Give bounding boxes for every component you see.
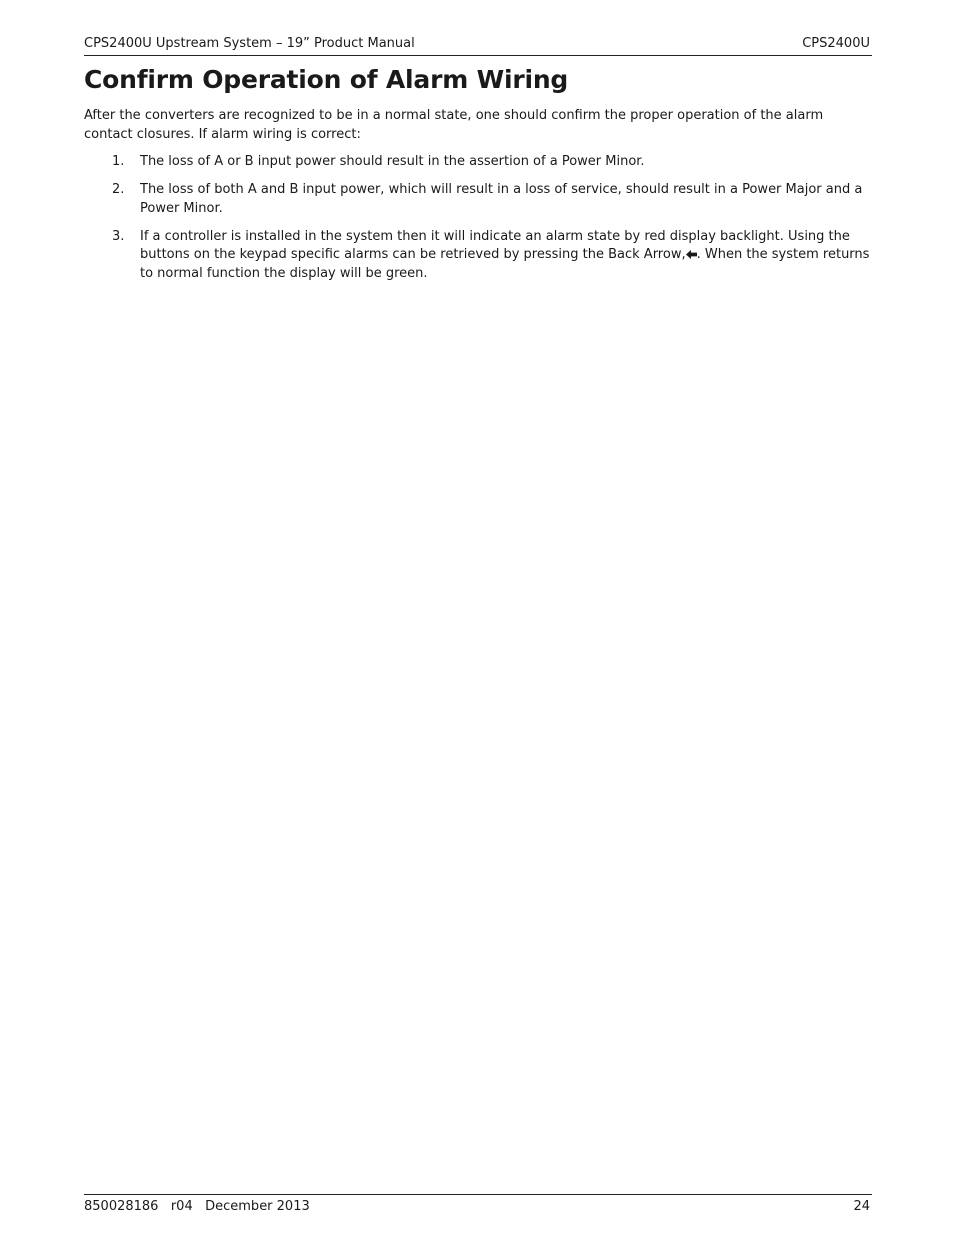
section-title: Confirm Operation of Alarm Wiring (84, 65, 569, 94)
list-item-text: The loss of both A and B input power, which will result in a loss of service, should result in a Power Major and a Power Minor. (140, 182, 863, 216)
list-item-text-after: . When the system returns to normal function the display will be green. (140, 247, 870, 281)
list-item-number: 2. (112, 182, 125, 197)
list-item-text-before: If a controller is installed in the system then it will indicate an alarm state by red display backlight. Using the buttons on the keypad specific alarms can be retrieved by pressing the Back Arrow, (140, 228, 850, 262)
footer-doc-number: 850028186 r04 December 2013 (84, 1199, 310, 1214)
back-arrow-icon (686, 248, 697, 261)
list-item-number: 3. (112, 228, 125, 244)
page-header (84, 35, 872, 56)
list-item (84, 228, 874, 284)
header-manual-title: CPS2400U Upstream System – 19” Product Manual (84, 36, 415, 51)
page-footer (84, 1194, 872, 1214)
header-product-code: CPS2400U (802, 36, 870, 51)
list-item (84, 181, 874, 218)
alarm-check-list (84, 153, 874, 293)
footer-page-number: 24 (853, 1199, 870, 1214)
list-item-text: The loss of A or B input power should result in the assertion of a Power Minor. (140, 154, 645, 169)
list-item-number: 1. (112, 154, 125, 169)
intro-paragraph: After the converters are recognized to be in a normal state, one should confirm the proper operation of the alarm contact closures. If alarm wiring is correct: (84, 108, 824, 142)
list-item (84, 153, 874, 172)
